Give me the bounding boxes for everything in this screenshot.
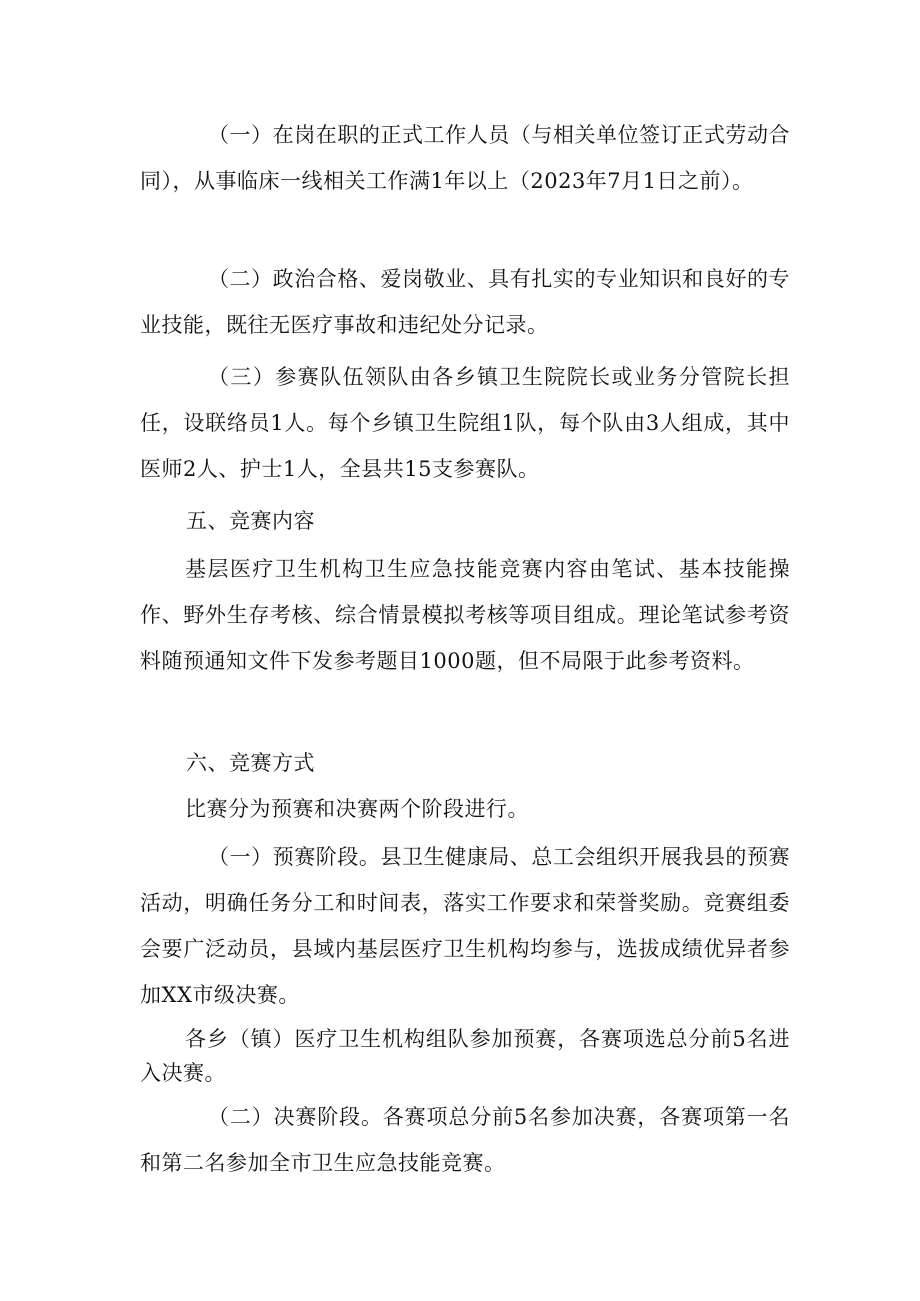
- section-six-intro: 比赛分为预赛和决赛两个阶段进行。: [185, 797, 529, 821]
- final-stage-paragraph: （二）决赛阶段。各赛项总分前5名参加决赛，各赛项第一名和第二名参加全市卫生应急技能竞赛。: [140, 1105, 790, 1175]
- requirement-item-2: （二）政治合格、爱岗敬业、具有扎实的专业知识和良好的专业技能，既往无医疗事故和违纪处分记录。: [140, 267, 790, 337]
- section-six-heading: 六、竞赛方式: [186, 751, 315, 775]
- preliminary-stage-paragraph: （一）预赛阶段。县卫生健康局、总工会组织开展我县的预赛活动，明确任务分工和时间表，落实工作要求和荣誉奖励。竞赛组委会要广泛动员，县域内基层医疗卫生机构均参与，选拔成绩优异者参加XX市级决赛。: [140, 845, 790, 1007]
- requirement-item-1: （一）在岗在职的正式工作人员（与相关单位签订正式劳动合同），从事临床一线相关工作满1年以上（2023年7月1日之前）。: [140, 123, 790, 193]
- section-five-body: 基层医疗卫生机构卫生应急技能竞赛内容由笔试、基本技能操作、野外生存考核、综合情景模拟考核等项目组成。理论笔试参考资料随预通知文件下发参考题目1000题，但不局限于此参考资料。: [140, 557, 790, 673]
- section-five-heading: 五、竞赛内容: [186, 509, 315, 533]
- preliminary-stage-note: 各乡（镇）医疗卫生机构组队参加预赛，各赛项选总分前5名进入决赛。: [140, 1027, 790, 1085]
- requirement-item-3: （三）参赛队伍领队由各乡镇卫生院院长或业务分管院长担任，设联络员1人。每个乡镇卫生院组1队，每个队由3人组成，其中医师2人、护士1人，全县共15支参赛队。: [140, 365, 790, 481]
